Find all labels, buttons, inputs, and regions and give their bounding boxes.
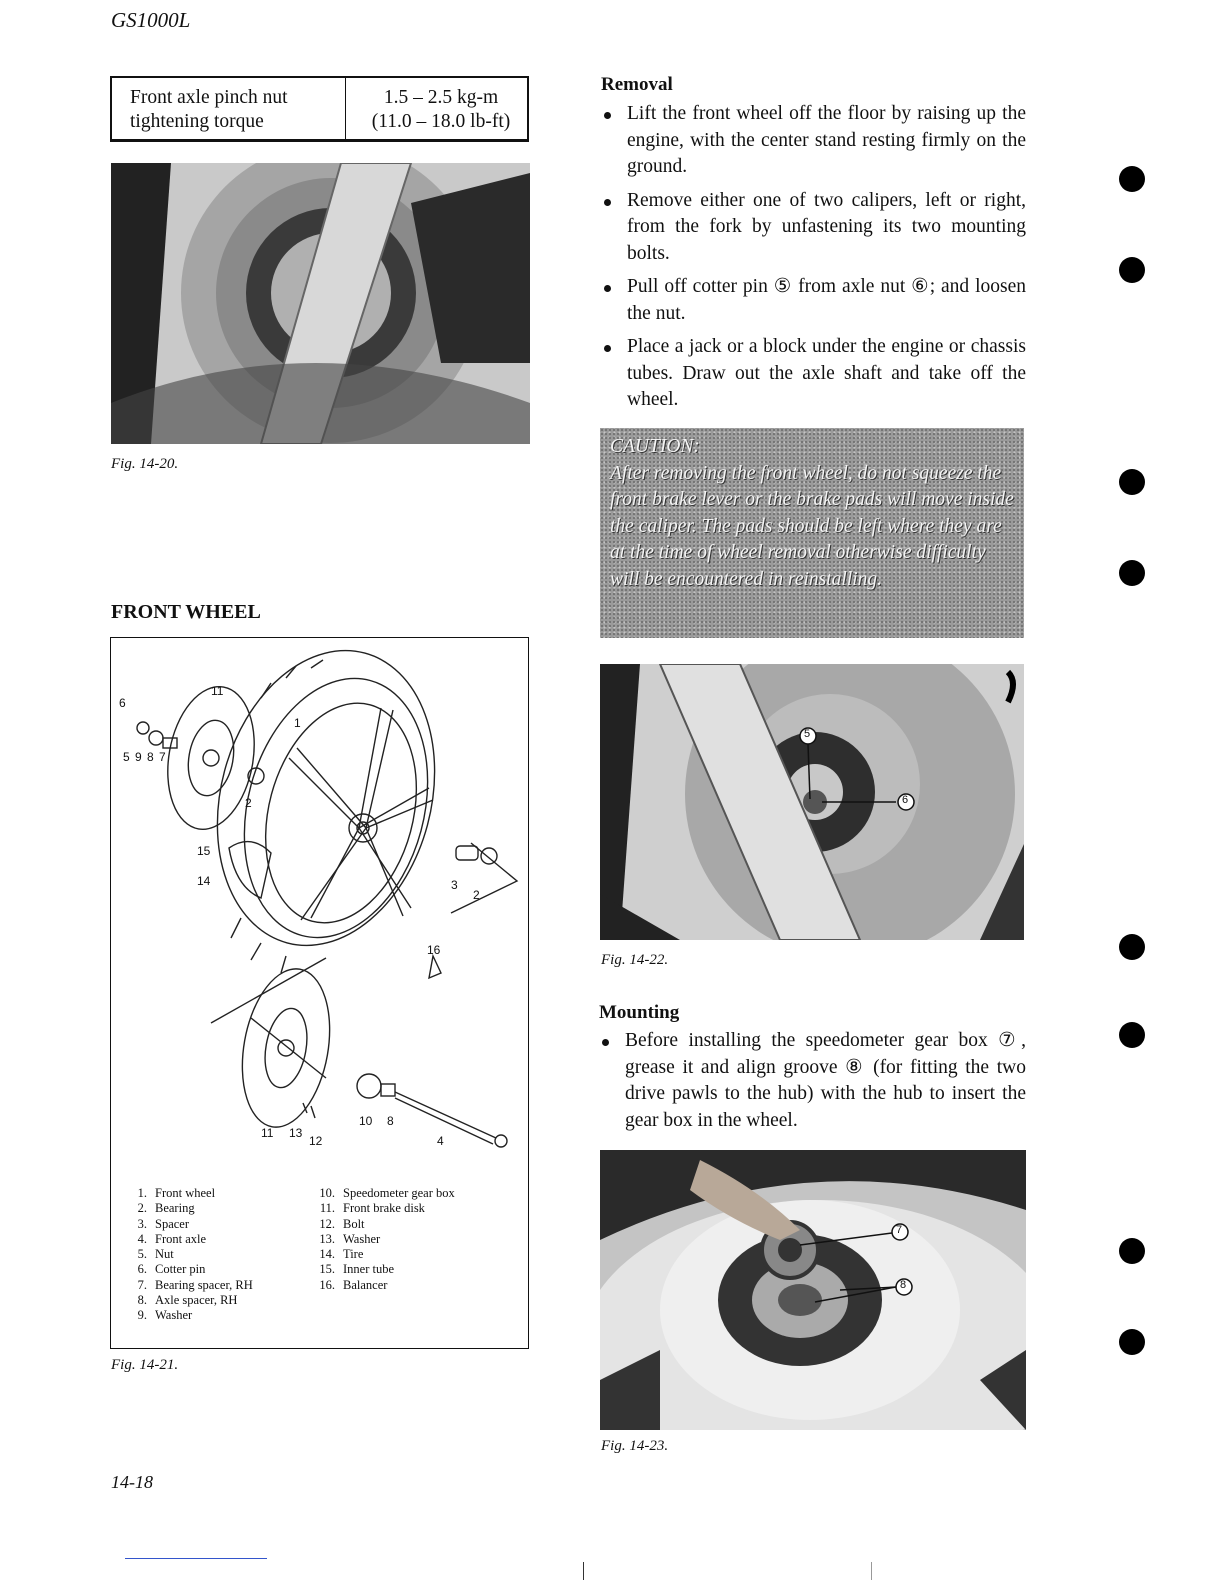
caution-box [600, 428, 1024, 638]
legend-row: 10. Speedometer gear box [319, 1186, 455, 1200]
callout-11-top: 11 [211, 684, 224, 698]
exploded-diagram-frame [110, 637, 529, 1349]
table-divider [345, 78, 346, 139]
page-number: 14-18 [111, 1472, 153, 1492]
callout-16: 16 [427, 943, 441, 957]
callout-3: 3 [451, 878, 458, 892]
removal-steps [600, 101, 1026, 421]
photo-callout-8: 8 [900, 1279, 907, 1291]
callout-10: 10 [359, 1114, 373, 1128]
list-item: Lift the front wheel off the floor by raising up the engine, with the center stand resting firmly on the ground. [600, 101, 1026, 181]
callout-2-left: 2 [245, 796, 252, 810]
list-item: Before installing the speedometer gear box ⑦, grease it and align groove ⑧ (for fitting the two drive pawls to the hub) with the hub to insert the gear box in the wheel. [598, 1028, 1026, 1134]
list-item: Place a jack or a block under the engine or chassis tubes. Draw out the axle shaft and take off the wheel. [600, 334, 1026, 414]
binding-hole-mark [1119, 1238, 1145, 1264]
legend-row: 15. Inner tube [319, 1262, 395, 1277]
fig-14-21-caption: Fig. 14-21. [111, 1357, 179, 1373]
callout-6: 6 [119, 696, 126, 710]
legend-row: 14. Tire [319, 1247, 364, 1262]
callout-14: 14 [197, 874, 211, 888]
binding-hole-mark [1119, 934, 1145, 960]
caution-title: CAUTION: [610, 436, 700, 457]
torque-label-line2: tightening torque [130, 111, 264, 132]
legend-row: 8. Axle spacer, RH [137, 1293, 238, 1308]
legend-row: 5. Nut [137, 1247, 174, 1262]
legend-row: 3. Spacer [137, 1216, 190, 1231]
torque-value-line1: 1.5 – 2.5 kg-m [383, 87, 499, 108]
list-item: Remove either one of two calipers, left or right, from the fork by unfastening its two mounting bolts. [600, 188, 1026, 268]
legend-row: 16. Balancer [319, 1277, 388, 1292]
exploded-wheel-diagram [111, 638, 527, 1158]
legend-row: 6. Cotter pin [137, 1262, 206, 1277]
photo-callout-6: 6 [902, 794, 909, 806]
legend-row: 9. Washer [137, 1308, 193, 1323]
photo-callout-7: 7 [896, 1224, 903, 1236]
page-header-model: GS1000L [111, 8, 191, 32]
binding-hole-mark [1119, 560, 1145, 586]
parts-legend-right [309, 1186, 455, 1293]
callout-15: 15 [197, 844, 211, 858]
scan-artifact-mark [583, 1562, 584, 1580]
removal-heading: Removal [601, 74, 673, 95]
photo-brake-disk-left [111, 163, 530, 444]
legend-row: 4. Front axle [137, 1231, 207, 1246]
callout-11-bottom: 11 [261, 1126, 274, 1140]
legend-row: 12. Bolt [319, 1216, 365, 1231]
scan-artifact-line [125, 1558, 267, 1559]
torque-value-line2: (11.0 – 18.0 lb-ft) [371, 111, 511, 132]
legend-row: 1. Front wheel [137, 1186, 216, 1200]
list-item: Pull off cotter pin ⑤ from axle nut ⑥; and loosen the nut. [600, 274, 1026, 327]
legend-row: 13. Washer [319, 1231, 381, 1246]
torque-label [130, 86, 288, 134]
legend-row: 2. Bearing [137, 1201, 195, 1216]
mounting-heading: Mounting [599, 1002, 680, 1023]
mounting-steps [598, 1028, 1026, 1141]
binding-hole-mark [1119, 1329, 1145, 1355]
photo-axle-nut-cotter-pin [600, 664, 1024, 940]
callout-12: 12 [309, 1134, 323, 1148]
torque-label-line1: Front axle pinch nut [130, 87, 288, 108]
bullet-icon [602, 1039, 609, 1046]
fig-14-22-caption: Fig. 14-22. [601, 952, 669, 968]
caution-text: After removing the front wheel, do not squeeze the front brake lever or the brake pads will move inside the caliper. The pads should be left where they are at the time of wheel removal otherwise difficulty will be encountered in reinstalling. [610, 462, 1014, 590]
parts-legend-left [121, 1186, 253, 1324]
callout-5987: 5 9 8 7 [123, 750, 167, 764]
bullet-icon [604, 112, 611, 119]
bullet-icon [604, 199, 611, 206]
photo-speedometer-gearbox [600, 1150, 1026, 1430]
legend-row: 11. Front brake disk [319, 1201, 425, 1216]
fig-14-20-caption: Fig. 14-20. [111, 456, 179, 472]
callout-8: 8 [387, 1114, 394, 1128]
fig-14-23-caption: Fig. 14-23. [601, 1438, 669, 1454]
callout-13: 13 [289, 1126, 303, 1140]
bullet-icon [604, 345, 611, 352]
binding-hole-mark [1119, 469, 1145, 495]
binding-hole-mark [1119, 166, 1145, 192]
callout-4: 4 [437, 1134, 444, 1148]
section-title-front-wheel: FRONT WHEEL [111, 601, 261, 623]
callout-1: 1 [294, 716, 301, 730]
photo-callout-5: 5 [804, 728, 811, 740]
scan-artifact-mark [871, 1562, 872, 1580]
binding-hole-mark [1119, 1022, 1145, 1048]
binding-hole-mark [1119, 257, 1145, 283]
torque-spec-table [110, 76, 529, 142]
legend-row: 7. Bearing spacer, RH [137, 1277, 253, 1292]
callout-2-right: 2 [473, 888, 480, 902]
bullet-icon [604, 285, 611, 292]
torque-value [355, 86, 527, 134]
